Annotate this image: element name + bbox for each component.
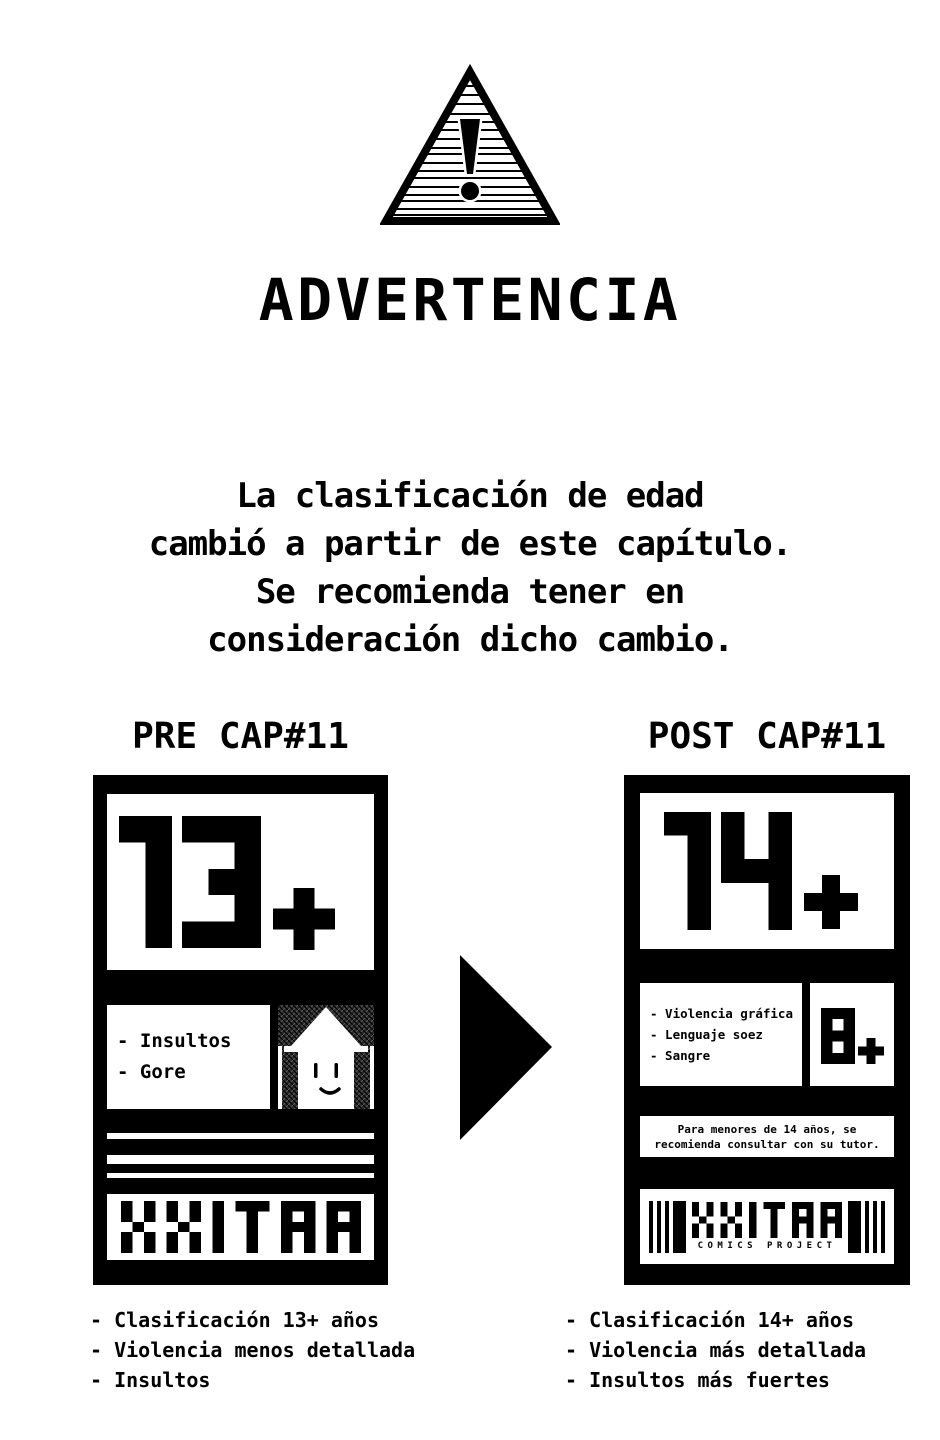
intro-line: consideración dicho cambio. bbox=[207, 620, 733, 660]
note-item: - Insultos bbox=[90, 1368, 211, 1392]
divider-stripe bbox=[107, 1133, 374, 1139]
note-item: - Insultos más fuertes bbox=[565, 1368, 830, 1392]
exclamation-mark-icon bbox=[460, 119, 480, 200]
intro-line: La clasificación de edad bbox=[236, 476, 704, 516]
intro-line: Se recomienda tener en bbox=[255, 572, 685, 612]
brand-subtitle: COMICS PROJECT bbox=[697, 1241, 837, 1251]
warning-item: - Sangre bbox=[650, 1048, 711, 1063]
post-content-row bbox=[640, 983, 894, 1086]
digit-3-glyph bbox=[182, 816, 261, 948]
barcode-bars bbox=[848, 1201, 885, 1253]
plus-glyph bbox=[273, 888, 335, 950]
content-warnings-box-pre bbox=[107, 1005, 270, 1109]
mascot-face-illustration bbox=[278, 1005, 374, 1109]
warning-triangle-wrap bbox=[0, 0, 940, 228]
warning-item: - Violencia gráfica bbox=[650, 1006, 793, 1021]
note-item: - Clasificación 13+ años bbox=[90, 1308, 379, 1332]
barcode-bar bbox=[657, 1201, 661, 1253]
divider-stripe bbox=[107, 1155, 374, 1164]
warning-triangle-icon bbox=[380, 64, 560, 228]
advisory-line: Para menores de 14 años, se bbox=[677, 1122, 857, 1136]
rating-box-13 bbox=[107, 794, 374, 970]
barcode-bar bbox=[881, 1201, 885, 1253]
rating-box-14 bbox=[640, 793, 894, 949]
note-item: - Clasificación 14+ años bbox=[565, 1308, 854, 1332]
plus-glyph bbox=[804, 875, 858, 929]
right-arrow-icon bbox=[460, 955, 552, 1140]
notes-section bbox=[0, 1305, 940, 1395]
barcode-bar bbox=[873, 1201, 877, 1253]
letter-b-glyph bbox=[821, 1008, 855, 1064]
rating-card-pre bbox=[93, 775, 388, 1285]
intro-paragraph bbox=[0, 472, 940, 664]
xxitra-logo bbox=[121, 1201, 361, 1253]
notes-post bbox=[565, 1305, 910, 1395]
digit-4-glyph bbox=[721, 812, 792, 930]
pre-heading: PRE CAP#11 bbox=[132, 716, 349, 757]
rating-card-post bbox=[624, 775, 910, 1285]
post-column bbox=[624, 716, 910, 1285]
barcode-bar bbox=[673, 1201, 686, 1253]
digit-1-glyph bbox=[119, 816, 172, 948]
brand-box-post bbox=[640, 1189, 894, 1264]
warning-item: - Lenguaje soez bbox=[650, 1027, 763, 1042]
comparison-section bbox=[0, 716, 940, 1285]
page-title: ADVERTENCIA bbox=[258, 266, 682, 334]
secondary-rating-box bbox=[810, 983, 894, 1086]
intro-line: cambió a partir de este capítulo. bbox=[148, 524, 792, 564]
divider-stripe bbox=[107, 1173, 374, 1178]
brand-box-pre bbox=[107, 1194, 374, 1260]
plus-glyph bbox=[858, 1038, 884, 1064]
post-heading: POST CAP#11 bbox=[647, 716, 887, 757]
note-item: - Violencia más detallada bbox=[565, 1338, 867, 1362]
warning-item: - Insultos bbox=[117, 1030, 232, 1052]
xxitra-logo-small bbox=[692, 1202, 842, 1238]
barcode-bar bbox=[865, 1201, 869, 1253]
notes-pre bbox=[90, 1305, 430, 1395]
advisory-line: recomienda consultar con su tutor. bbox=[654, 1137, 880, 1151]
transition-arrow-wrap bbox=[460, 955, 552, 1140]
barcode-bar bbox=[649, 1201, 653, 1253]
digit-1-glyph bbox=[664, 812, 711, 930]
pre-content-row bbox=[107, 1005, 374, 1109]
note-item: - Violencia menos detallada bbox=[90, 1338, 416, 1362]
barcode-bars bbox=[649, 1201, 686, 1253]
advisory-box bbox=[640, 1116, 894, 1157]
content-warnings-box-post bbox=[640, 983, 802, 1086]
pre-column bbox=[93, 716, 388, 1285]
mascot-face-tile bbox=[278, 1005, 374, 1109]
barcode-bar bbox=[665, 1201, 669, 1253]
barcode-bar bbox=[848, 1201, 861, 1253]
warning-item: - Gore bbox=[117, 1061, 186, 1083]
brand-lockup bbox=[692, 1202, 842, 1251]
